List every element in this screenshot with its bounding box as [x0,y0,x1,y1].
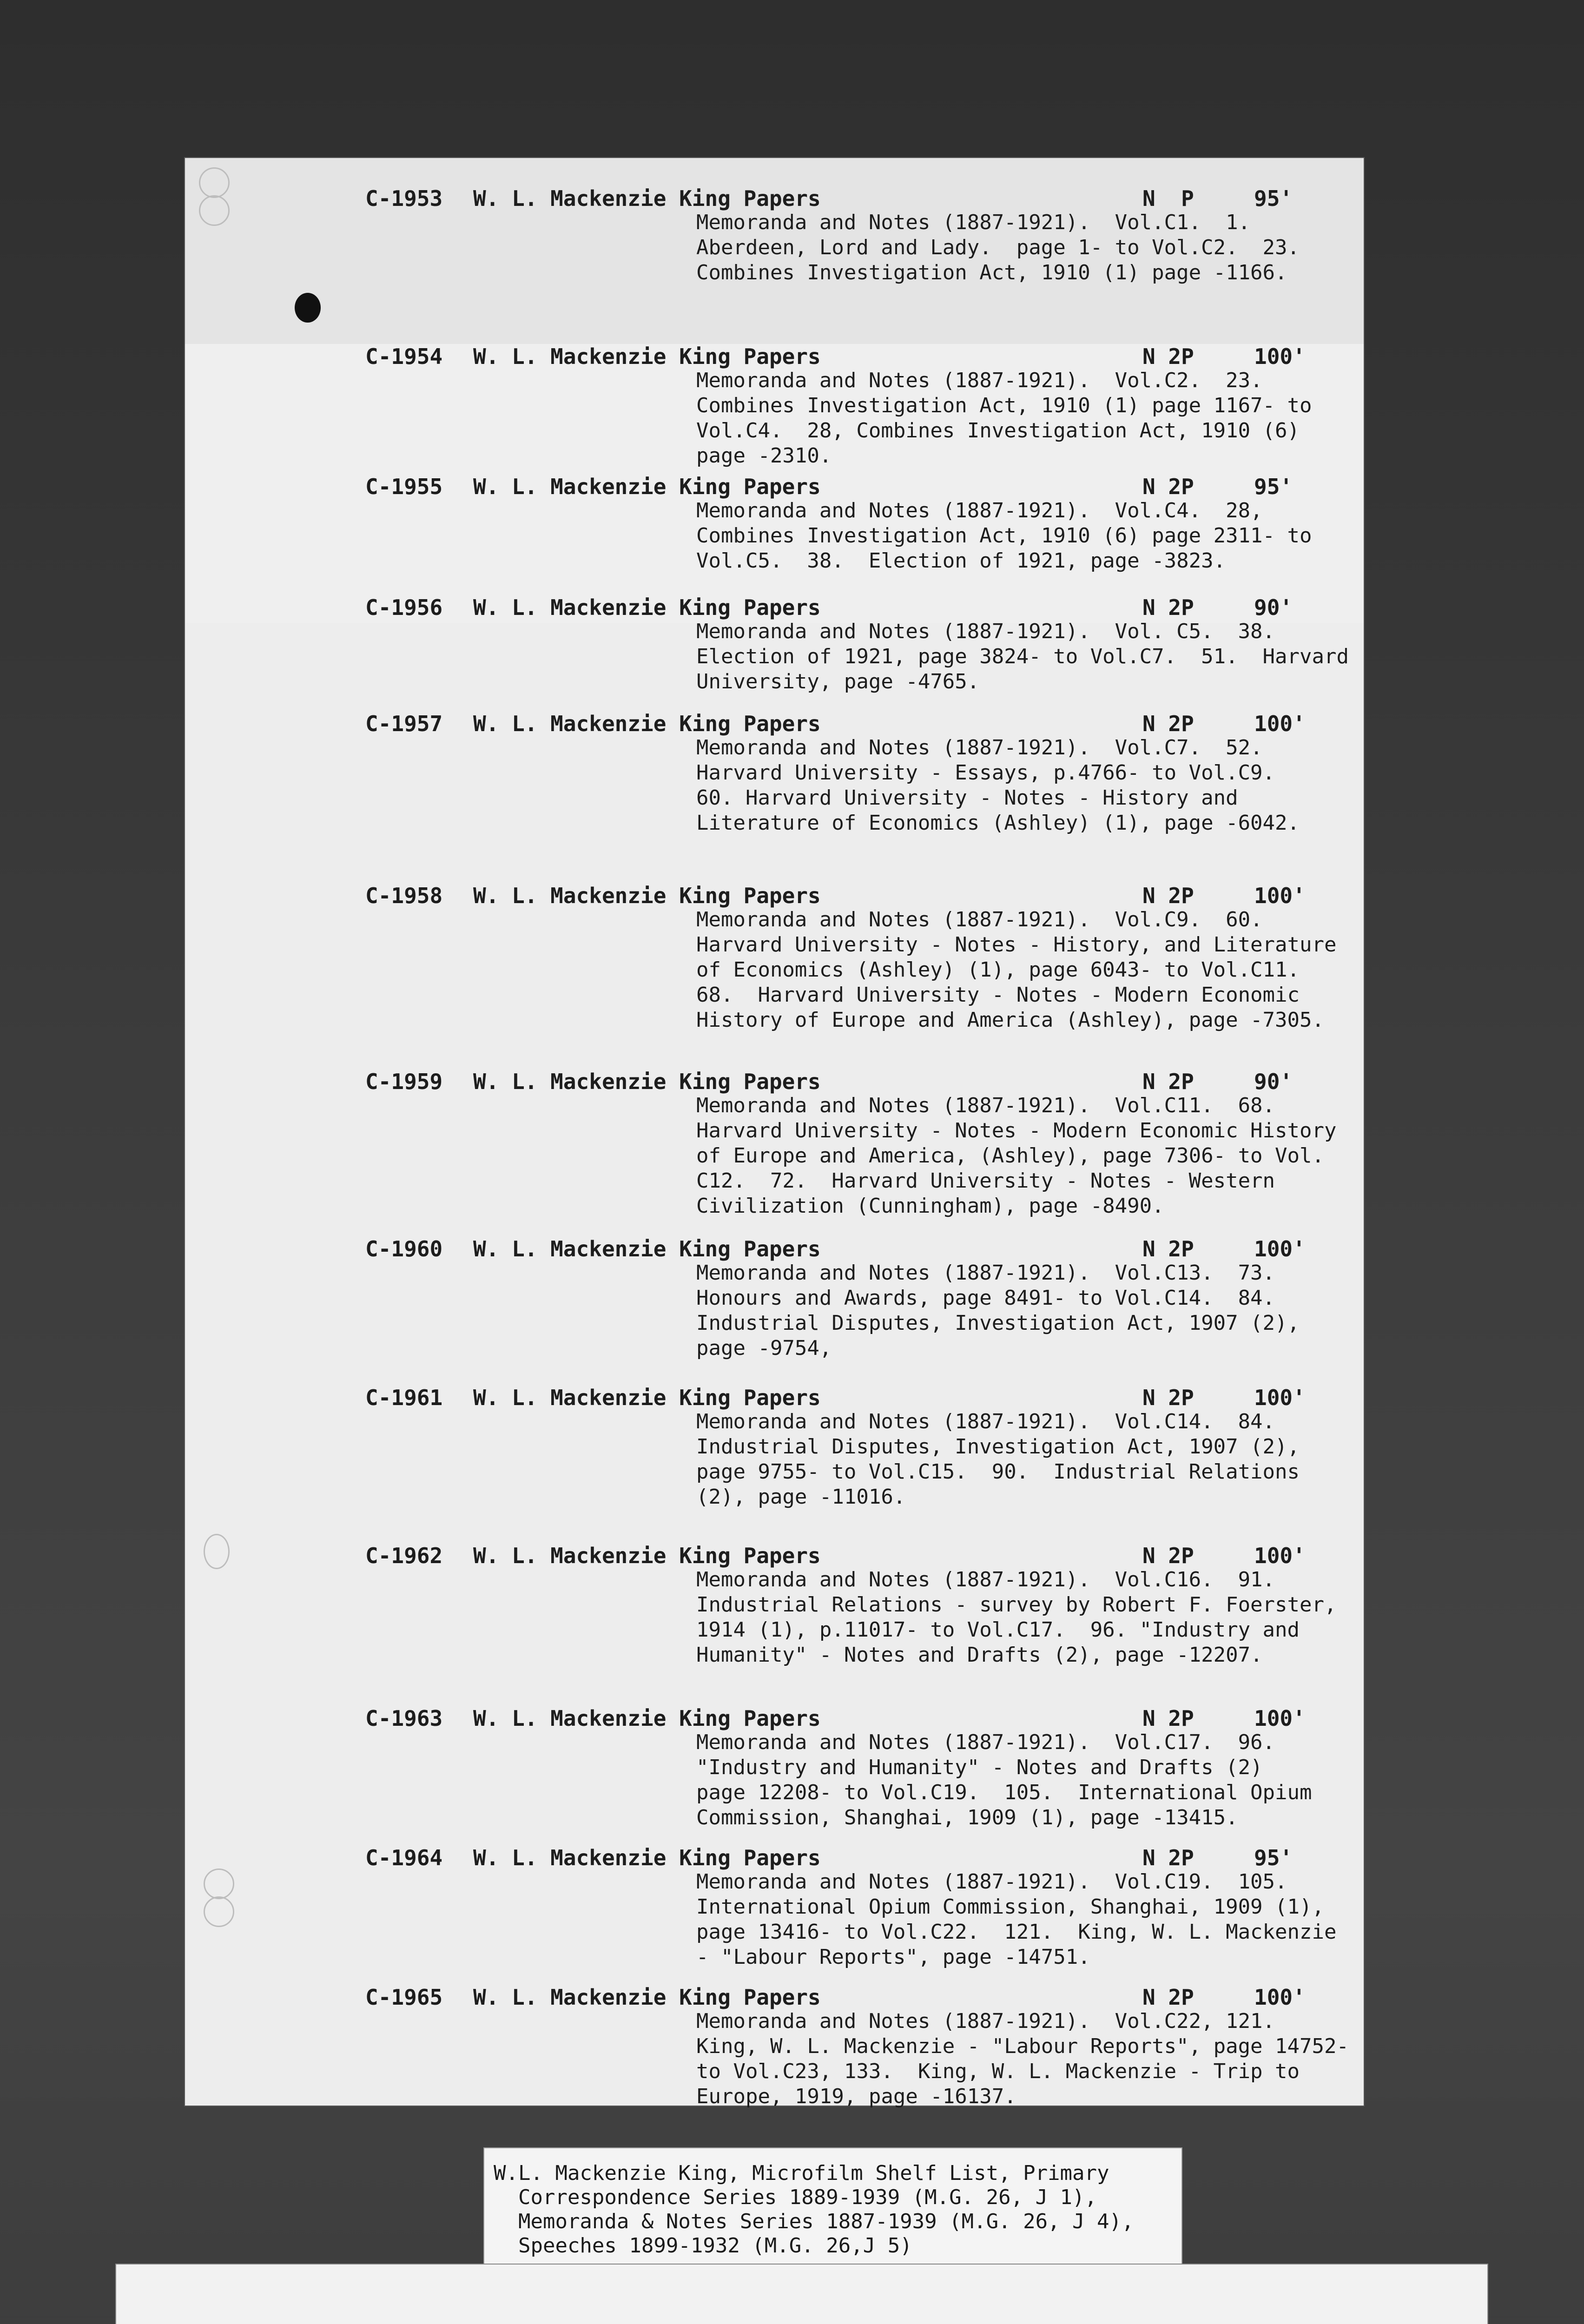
reel-number: C-1955 [365,474,443,499]
description-line: page 9755- to Vol.C15. 90. Industrial Relations [696,1460,1300,1484]
description-line: Memoranda and Notes (1887-1921). Vol.C7. 52. [696,736,1263,759]
description-line: Harvard University - Essays, p.4766- to Vol.C9. [696,761,1275,785]
binder-hole-top [199,167,230,198]
description-line: Memoranda and Notes (1887-1921). Vol.C2. 23. [696,369,1263,392]
frame-code: N 2P [1142,474,1194,499]
description-line: Industrial Disputes, Investigation Act, 1907 (2), [696,1435,1300,1459]
description-line: Memoranda and Notes (1887-1921). Vol.C17. 96. [696,1730,1275,1754]
reel-length: 100' [1254,883,1306,908]
description-line: Vol.C5. 38. Election of 1921, page -3823. [696,549,1226,573]
caption-line-2: Correspondence Series 1889-1939 (M.G. 26, J 1), [494,2185,1097,2209]
description-line: Industrial Relations - survey by Robert F. Foerster, [696,1593,1337,1617]
binder-hole-low [204,1868,234,1899]
description-line: Memoranda and Notes (1887-1921). Vol.C9. 60. [696,908,1263,931]
collection-title: W. L. Mackenzie King Papers [473,883,821,908]
reel-number: C-1959 [365,1069,443,1094]
description-line: Election of 1921, page 3824- to Vol.C7. 51. Harvard [696,645,1349,668]
description-line: Memoranda and Notes (1887-1921). Vol.C13. 73. [696,1261,1275,1285]
reel-length: 90' [1254,595,1293,620]
description-line: Literature of Economics (Ashley) (1), page -6042. [696,811,1300,835]
description-line: of Economics (Ashley) (1), page 6043- to Vol.C11. [696,958,1300,982]
archives-card [115,2264,1488,2324]
reel-number: C-1961 [365,1385,443,1410]
description-line: Memoranda and Notes (1887-1921). Vol.C16. 91. [696,1568,1275,1591]
description-line: Memoranda and Notes (1887-1921). Vol.C22, 121. [696,2009,1275,2033]
frame-code: N 2P [1142,883,1194,908]
caption-line-3: Memoranda & Notes Series 1887-1939 (M.G. 26, J 4), [494,2210,1134,2233]
description-line: History of Europe and America (Ashley), page -7305. [696,1008,1325,1032]
punch-mark [295,293,321,323]
reel-number: C-1963 [365,1706,443,1731]
frame-code: N 2P [1142,1236,1194,1261]
collection-title: W. L. Mackenzie King Papers [473,1069,821,1094]
frame-code: N 2P [1142,1543,1194,1568]
reel-number: C-1964 [365,1845,443,1870]
description-line: 1914 (1), p.11017- to Vol.C17. 96. "Industry and [696,1618,1300,1642]
description-line: Industrial Disputes, Investigation Act, 1907 (2), [696,1311,1300,1335]
description-line: Memoranda and Notes (1887-1921). Vol. C5. 38. [696,620,1275,643]
collection-title: W. L. Mackenzie King Papers [473,1385,821,1410]
caption-card [483,2147,1182,2270]
description-line: Honours and Awards, page 8491- to Vol.C14. 84. [696,1286,1275,1310]
description-line: Memoranda and Notes (1887-1921). Vol.C4. 28, [696,499,1263,522]
collection-title: W. L. Mackenzie King Papers [473,474,821,499]
description-line: to Vol.C23, 133. King, W. L. Mackenzie - Trip to [696,2060,1300,2083]
collection-title: W. L. Mackenzie King Papers [473,1706,821,1731]
description-line: page 13416- to Vol.C22. 121. King, W. L. Mackenzie [696,1920,1337,1944]
description-line: Europe, 1919, page -16137. [696,2085,1016,2108]
reel-number: C-1956 [365,595,443,620]
description-line: Harvard University - Notes - History, and Literature [696,933,1337,957]
description-line: International Opium Commission, Shanghai, 1909 (1), [696,1895,1325,1919]
description-line: Aberdeen, Lord and Lady. page 1- to Vol.C2. 23. [696,236,1300,259]
reel-length: 100' [1254,1985,1306,2010]
frame-code: N 2P [1142,344,1194,369]
description-line: Memoranda and Notes (1887-1921). Vol.C11. 68. [696,1094,1275,1117]
frame-code: N 2P [1142,1069,1194,1094]
description-line: Vol.C4. 28, Combines Investigation Act, 1910 (6) [696,419,1300,442]
frame-code: N 2P [1142,1706,1194,1731]
description-line: - "Labour Reports", page -14751. [696,1945,1090,1969]
description-line: of Europe and America, (Ashley), page 7306- to Vol. [696,1144,1325,1168]
reel-length: 95' [1254,1845,1293,1870]
reel-number: C-1965 [365,1985,443,2010]
collection-title: W. L. Mackenzie King Papers [473,344,821,369]
reel-number: C-1962 [365,1543,443,1568]
reel-number: C-1953 [365,186,443,211]
frame-code: N 2P [1142,1385,1194,1410]
description-line: Combines Investigation Act, 1910 (1) page 1167- to [696,394,1312,417]
collection-title: W. L. Mackenzie King Papers [473,1985,821,2010]
reel-length: 100' [1254,711,1306,736]
description-line: page 12208- to Vol.C19. 105. International Opium [696,1781,1312,1804]
description-line: C12. 72. Harvard University - Notes - Western [696,1169,1275,1193]
description-line: Memoranda and Notes (1887-1921). Vol.C1. 1. [696,211,1251,234]
description-line: Memoranda and Notes (1887-1921). Vol.C19. 105. [696,1870,1287,1894]
reel-length: 90' [1254,1069,1293,1094]
description-line: Harvard University - Notes - Modern Economic History [696,1119,1337,1142]
frame-code: N 2P [1142,711,1194,736]
reel-number: C-1958 [365,883,443,908]
description-line: page -2310. [696,444,832,468]
description-line: Combines Investigation Act, 1910 (6) page 2311- to [696,524,1312,548]
binder-hole-mid [204,1534,230,1569]
description-line: Civilization (Cunningham), page -8490. [696,1194,1164,1218]
collection-title: W. L. Mackenzie King Papers [473,1845,821,1870]
reel-length: 100' [1254,1706,1306,1731]
description-line: "Industry and Humanity" - Notes and Drafts (2) [696,1756,1263,1779]
description-line: 68. Harvard University - Notes - Modern Economic [696,983,1300,1007]
description-line: (2), page -11016. [696,1485,906,1509]
reel-length: 100' [1254,344,1306,369]
description-line: Humanity" - Notes and Drafts (2), page -12207. [696,1643,1263,1667]
description-line: Commission, Shanghai, 1909 (1), page -13415. [696,1806,1238,1829]
reel-number: C-1954 [365,344,443,369]
reel-length: 100' [1254,1543,1306,1568]
frame-code: N 2P [1142,595,1194,620]
binder-hole-top-2 [199,195,230,226]
collection-title: W. L. Mackenzie King Papers [473,186,821,211]
frame-code: N 2P [1142,1845,1194,1870]
binder-hole-low-2 [204,1896,234,1927]
caption-line-1: W.L. Mackenzie King, Microfilm Shelf List, Primary [494,2161,1109,2185]
collection-title: W. L. Mackenzie King Papers [473,1543,821,1568]
shelf-list-page [185,158,1364,2106]
reel-number: C-1960 [365,1236,443,1261]
description-line: Memoranda and Notes (1887-1921). Vol.C14. 84. [696,1410,1275,1433]
description-line: page -9754, [696,1336,832,1360]
collection-title: W. L. Mackenzie King Papers [473,595,821,620]
reel-length: 95' [1254,474,1293,499]
caption-line-4: Speeches 1899-1932 (M.G. 26,J 5) [494,2234,912,2258]
description-line: 60. Harvard University - Notes - History and [696,786,1238,810]
reel-length: 100' [1254,1385,1306,1410]
reel-length: 95' [1254,186,1293,211]
description-line: Combines Investigation Act, 1910 (1) page -1166. [696,261,1287,284]
description-line: King, W. L. Mackenzie - "Labour Reports", page 14752- [696,2034,1349,2058]
collection-title: W. L. Mackenzie King Papers [473,1236,821,1261]
reel-length: 100' [1254,1236,1306,1261]
frame-code: N 2P [1142,1985,1194,2010]
reel-number: C-1957 [365,711,443,736]
frame-code: N P [1142,186,1194,211]
description-line: University, page -4765. [696,670,980,693]
collection-title: W. L. Mackenzie King Papers [473,711,821,736]
